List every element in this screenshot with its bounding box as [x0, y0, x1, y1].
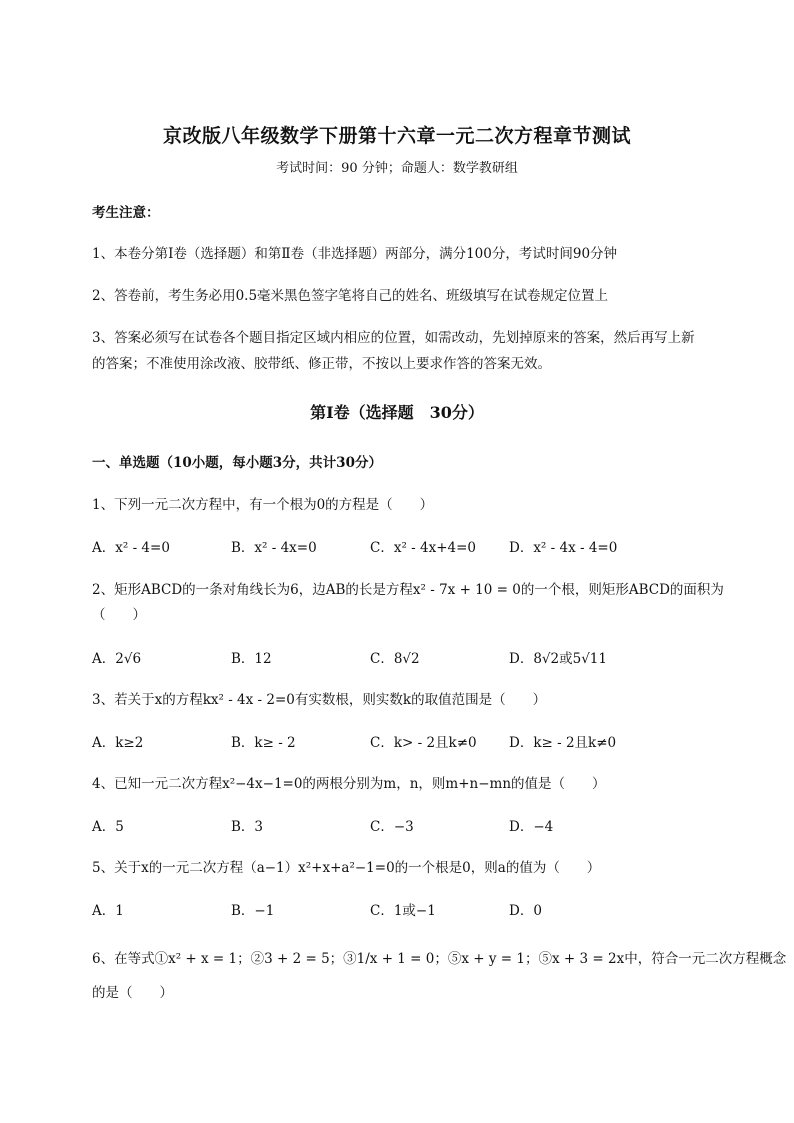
question-4-option-b: B．3: [231, 819, 264, 835]
question-2-stem-cont: （ ）: [92, 607, 146, 623]
question-4-stem: 4、已知一元二次方程x²−4x−1=0的两根分别为m，n，则m+n−mn的值是（ ）: [92, 776, 606, 792]
section-title: 第I卷（选择题 30分）: [310, 403, 484, 422]
question-4-option-a: A．5: [92, 819, 124, 835]
question-3-option-c: C．k> - 2且k≠0: [370, 735, 477, 751]
question-3-stem: 3、若关于x的方程kx² - 4x - 2=0有实数根，则实数k的取值范围是（ ）: [92, 692, 547, 708]
question-3-option-b: B．k≥ - 2: [231, 735, 296, 751]
question-1-option-b: B．x² - 4x=0: [231, 540, 317, 556]
question-6-stem-cont: 的是（ ）: [92, 985, 173, 1001]
question-2-option-b: B．12: [231, 651, 272, 667]
notice-item-3: 3、答案必须写在试卷各个题目指定区域内相应的位置，如需改动，先划掉原来的答案，然后再写上新: [92, 330, 695, 346]
question-6-stem: 6、在等式①x² + x = 1；②3 + 2 = 5；③1/x + 1 = 0；⑤x + y = 1；⑤x + 3 = 2x中，符合一元二次方程概念: [92, 951, 787, 967]
question-5-option-a: A．1: [92, 903, 124, 919]
question-1-option-a: A．x² - 4=0: [92, 540, 170, 556]
question-5-option-c: C．1或−1: [370, 903, 436, 919]
question-4-option-d: D．−4: [509, 819, 554, 835]
question-2-stem: 2、矩形ABCD的一条对角线长为6，边AB的长是方程x² - 7x + 10 = 0的一个根，则矩形ABCD的面积为: [92, 582, 724, 598]
exam-subtitle: 考试时间：90 分钟；命题人：数学教研组: [276, 161, 518, 176]
question-2-option-a: A．2√6: [92, 651, 142, 667]
question-1-option-d: D．x² - 4x - 4=0: [509, 540, 618, 556]
question-5-option-d: D．0: [509, 903, 542, 919]
question-4-option-c: C．−3: [370, 819, 414, 835]
question-3-option-a: A．k≥2: [92, 735, 144, 751]
question-5-option-b: B．−1: [231, 903, 275, 919]
question-2-option-c: C．8√2: [370, 651, 420, 667]
question-1-stem: 1、下列一元二次方程中，有一个根为0的方程是（ ）: [92, 497, 434, 513]
exam-title: 京改版八年级数学下册第十六章一元二次方程章节测试: [162, 125, 631, 147]
question-2-option-d: D．8√2或5√11: [509, 651, 607, 667]
notice-item-2: 2、答卷前，考生务必用0.5毫米黑色签字笔将自己的姓名、班级填写在试卷规定位置上: [92, 288, 609, 304]
notice-item-1: 1、本卷分第I卷（选择题）和第Ⅱ卷（非选择题）两部分，满分100分，考试时间90分钟: [92, 246, 618, 262]
question-1-option-c: C．x² - 4x+4=0: [370, 540, 477, 556]
part-heading: 一、单选题（10小题，每小题3分，共计30分）: [92, 455, 382, 471]
notice-item-3-cont: 的答案；不准使用涂改液、胶带纸、修正带，不按以上要求作答的答案无效。: [92, 356, 551, 372]
question-3-option-d: D．k≥ - 2且k≠0: [509, 735, 617, 751]
notice-heading: 考生注意：: [92, 205, 160, 221]
question-5-stem: 5、关于x的一元二次方程（a−1）x²+x+a²−1=0的一个根是0，则a的值为（ ）: [92, 860, 601, 876]
